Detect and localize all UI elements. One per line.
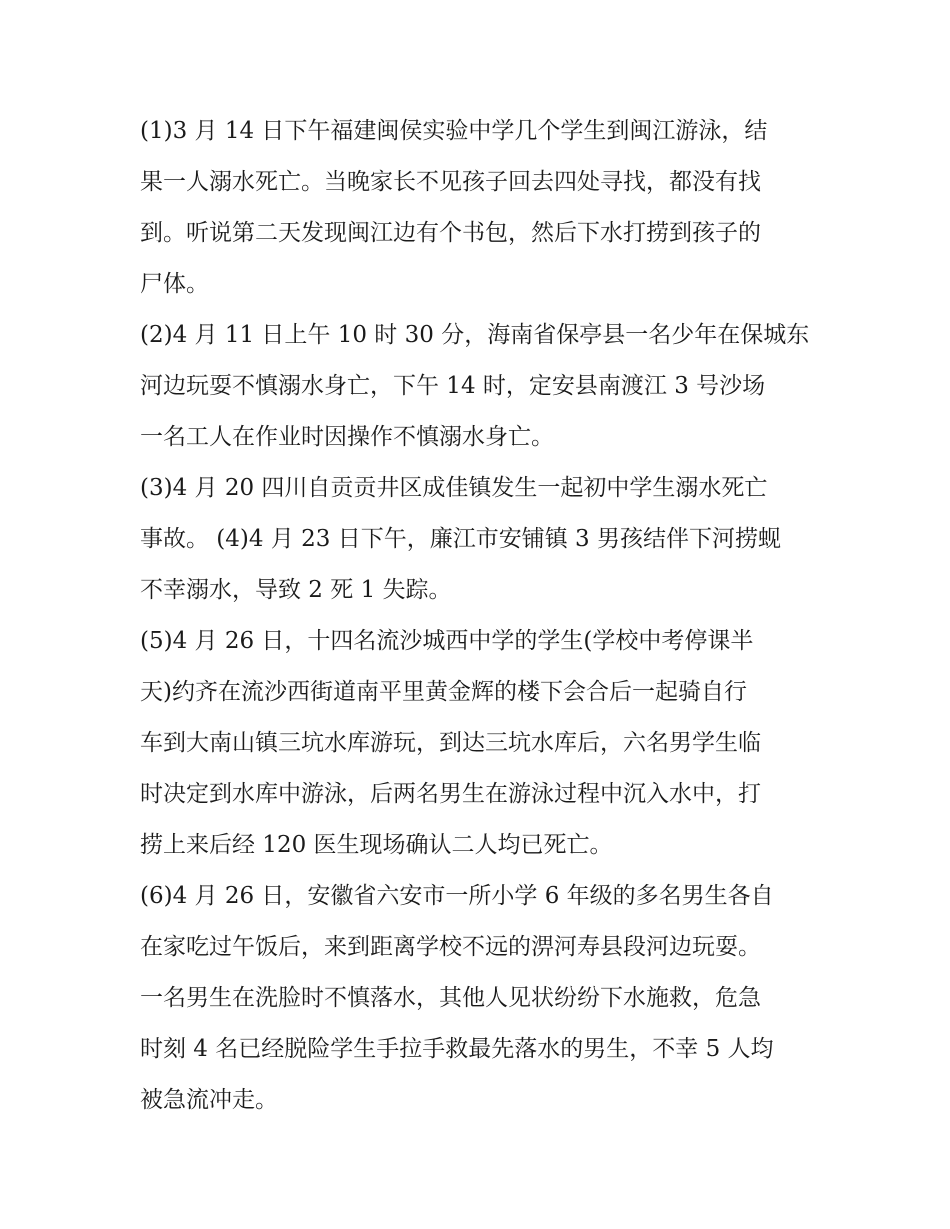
text-line: 车到大南山镇三坑水库游玩，到达三坑水库后，六名男学生临 <box>140 730 761 756</box>
text-line: 时决定到水库中游泳，后两名男生在游泳过程中沉入水中，打 <box>140 781 761 807</box>
text-line: (3)4 月 20 四川自贡贡井区成佳镇发生一起初中学生溺水死亡 <box>140 475 768 501</box>
text-line: 一名男生在洗脸时不慎落水，其他人见状纷纷下水施救，危急 <box>140 985 761 1011</box>
text-line: (2)4 月 11 日上午 10 时 30 分，海南省保亭县一名少年在保城东 <box>140 322 810 348</box>
text-line: 天)约齐在流沙西街道南平里黄金辉的楼下会合后一起骑自行 <box>140 679 747 705</box>
text-line: 到。听说第二天发现闽江边有个书包，然后下水打捞到孩子的 <box>140 220 761 246</box>
text-line: 河边玩耍不慎溺水身亡，下午 14 时，定安县南渡江 3 号沙场 <box>140 373 766 399</box>
text-line: 尸体。 <box>140 271 209 297</box>
text-line: 果一人溺水死亡。当晚家长不见孩子回去四处寻找，都没有找 <box>140 169 761 195</box>
paragraph-3 <box>140 463 820 616</box>
text-line: 时刻 4 名已经脱险学生手拉手救最先落水的男生，不幸 5 人均 <box>140 1036 774 1062</box>
paragraph-5 <box>140 871 820 1126</box>
text-line: (1)3 月 14 日下午福建闽侯实验中学几个学生到闽江游泳，结 <box>140 118 768 144</box>
paragraph-2 <box>140 310 820 463</box>
text-line: (6)4 月 26 日，安徽省六安市一所小学 6 年级的多名男生各自 <box>140 883 774 909</box>
text-line: 一名工人在作业时因操作不慎溺水身亡。 <box>140 424 554 450</box>
text-line: 捞上来后经 120 医生现场确认二人均已死亡。 <box>140 832 613 858</box>
text-line: 被急流冲走。 <box>140 1087 278 1113</box>
text-line: (5)4 月 26 日，十四名流沙城西中学的学生(学校中考停课半 <box>140 628 754 654</box>
text-line: 在家吃过午饭后，来到距离学校不远的淠河寿县段河边玩耍。 <box>140 934 761 960</box>
text-line: 事故。 (4)4 月 23 日下午，廉江市安铺镇 3 男孩结伴下河捞蚬 <box>140 526 781 552</box>
paragraph-4 <box>140 616 820 871</box>
paragraph-1 <box>140 106 820 310</box>
document-page <box>140 106 820 1126</box>
text-line: 不幸溺水，导致 2 死 1 失踪。 <box>140 577 452 603</box>
